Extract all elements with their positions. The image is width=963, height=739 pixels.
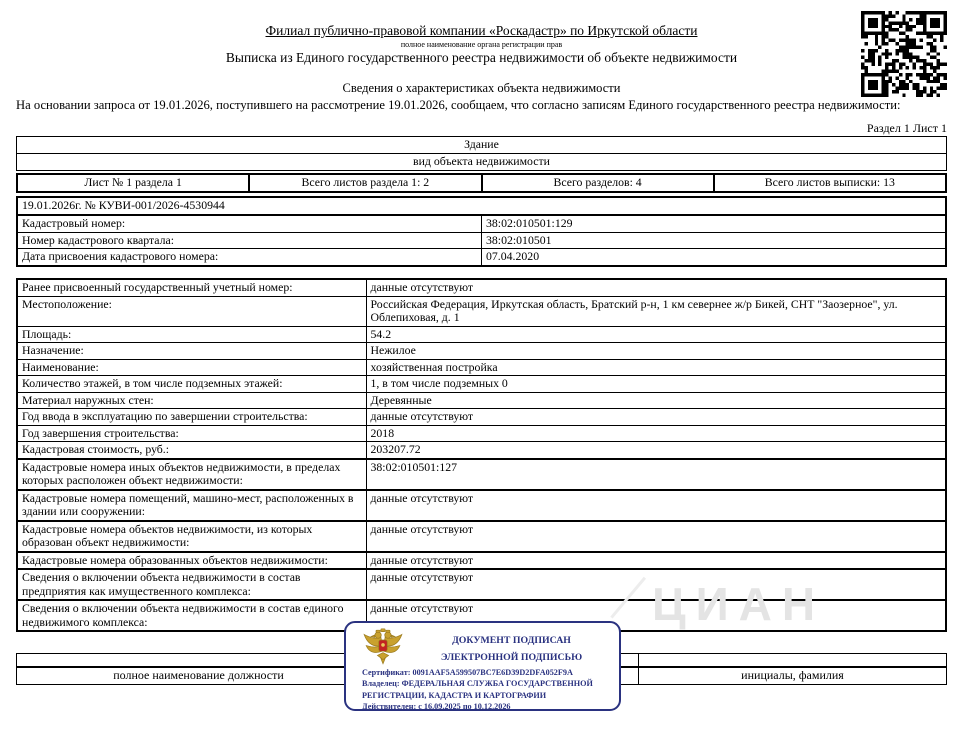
stamp-owner-line1: Владелец: ФЕДЕРАЛЬНАЯ СЛУЖБА ГОСУДАРСТВЕННОЙ bbox=[362, 679, 593, 689]
table-row bbox=[17, 459, 946, 490]
sheet-info-cell: Всего листов раздела 1: 2 bbox=[249, 174, 481, 192]
stamp-title-line2: ЭЛЕКТРОННОЙ ПОДПИСЬЮ bbox=[440, 652, 583, 663]
row-value: 203207.72 bbox=[366, 442, 946, 459]
row-label: Кадастровые номера иных объектов недвижимости, в пределах которых расположен объект недвижимости: bbox=[17, 459, 366, 490]
sheet-info-cell: Всего разделов: 4 bbox=[482, 174, 714, 192]
row-value: хозяйственная постройка bbox=[366, 359, 946, 376]
table-row bbox=[17, 296, 946, 326]
signature-space-cell bbox=[639, 654, 947, 667]
row-label: Номер кадастрового квартала: bbox=[17, 232, 482, 249]
row-value: Российская Федерация, Иркутская область, Братский р-н, 1 км севернее ж/р Бикей, СНТ "Заозерное", ул. Облепиховая, д. 1 bbox=[366, 296, 946, 326]
row-label: Кадастровые номера объектов недвижимости, из которых образован объект недвижимости: bbox=[17, 521, 366, 552]
row-value: данные отсутствуют bbox=[366, 569, 946, 600]
cian-watermark: ЦИАН bbox=[652, 578, 826, 630]
row-label: Назначение: bbox=[17, 343, 366, 360]
row-label: Количество этажей, в том числе подземных этажей: bbox=[17, 376, 366, 393]
stamp-title-line1: ДОКУМЕНТ ПОДПИСАН bbox=[452, 635, 571, 646]
table-row bbox=[17, 154, 947, 171]
row-value: данные отсутствуют bbox=[366, 600, 946, 631]
row-value: 54.2 bbox=[366, 326, 946, 343]
object-type-table bbox=[16, 136, 947, 171]
table-row bbox=[17, 552, 946, 570]
request-number: 19.01.2026г. № КУВИ-001/2026-4530944 bbox=[17, 197, 946, 215]
registry-org-caption: полное наименование органа регистрации прав bbox=[400, 40, 563, 49]
digital-signature-stamp bbox=[344, 621, 621, 711]
row-label: Местоположение: bbox=[17, 296, 366, 326]
table-row bbox=[17, 137, 947, 154]
table-row bbox=[17, 409, 946, 426]
document-title: Выписка из Единого государственного реестра недвижимости об объекте недвижимости bbox=[225, 50, 738, 65]
signature-space-cell bbox=[17, 654, 381, 667]
table-row bbox=[17, 249, 946, 266]
row-label: Год ввода в эксплуатацию по завершении строительства: bbox=[17, 409, 366, 426]
table-row bbox=[17, 521, 946, 552]
russian-coat-of-arms-icon bbox=[362, 628, 404, 666]
table-row bbox=[17, 442, 946, 459]
table-row bbox=[17, 392, 946, 409]
row-label: Дата присвоения кадастрового номера: bbox=[17, 249, 482, 266]
row-label: Площадь: bbox=[17, 326, 366, 343]
row-value: данные отсутствуют bbox=[366, 490, 946, 521]
table-row bbox=[17, 490, 946, 521]
row-value: 2018 bbox=[366, 425, 946, 442]
cadastral-table bbox=[16, 196, 947, 267]
row-value: данные отсутствуют bbox=[366, 409, 946, 426]
initials-label: инициалы, фамилия bbox=[639, 667, 947, 685]
registry-org-name: Филиал публично-правовой компании «Роскадастр» по Иркутской области bbox=[265, 23, 698, 38]
row-label: Кадастровые номера помещений, машино-мест, расположенных в здании или сооружении: bbox=[17, 490, 366, 521]
table-row bbox=[17, 359, 946, 376]
row-value: 38:02:010501:127 bbox=[366, 459, 946, 490]
table-row bbox=[17, 343, 946, 360]
row-label: Ранее присвоенный государственный учетный номер: bbox=[17, 279, 366, 296]
table-row bbox=[17, 197, 946, 215]
section-sheet-label: Раздел 1 Лист 1 bbox=[866, 121, 947, 135]
row-value: Деревянные bbox=[366, 392, 946, 409]
row-label: Сведения о включении объекта недвижимости в состав предприятия как имущественного комплекса: bbox=[17, 569, 366, 600]
table-row bbox=[17, 326, 946, 343]
row-value: 38:02:010501 bbox=[482, 232, 947, 249]
row-label: Материал наружных стен: bbox=[17, 392, 366, 409]
stamp-certificate: Сертификат: 0091AAF5A599507BC7E6D39D2DFA052F9A bbox=[362, 668, 573, 677]
qr-code-icon bbox=[861, 11, 947, 97]
table-row bbox=[17, 215, 946, 232]
row-label: Год завершения строительства: bbox=[17, 425, 366, 442]
table-row bbox=[17, 376, 946, 393]
sheet-info-cell: Всего листов выписки: 13 bbox=[714, 174, 946, 192]
section-title: Сведения о характеристиках объекта недвижимости bbox=[342, 81, 621, 95]
object-type-value: Здание bbox=[17, 137, 947, 154]
row-value: 07.04.2020 bbox=[482, 249, 947, 266]
stamp-title bbox=[408, 632, 615, 666]
row-value: данные отсутствуют bbox=[366, 279, 946, 296]
request-summary-line: На основании запроса от 19.01.2026, поступившего на рассмотрение 19.01.2026, сообщаем, что согласно записям Единого государственного реестра недвижимости: bbox=[16, 98, 901, 112]
sheet-info-cell: Лист № 1 раздела 1 bbox=[17, 174, 249, 192]
table-row bbox=[17, 232, 946, 249]
stamp-validity: Действителен: с 16.09.2025 по 10.12.2026 bbox=[362, 701, 511, 711]
position-label: полное наименование должности bbox=[17, 667, 381, 685]
row-value: 1, в том числе подземных 0 bbox=[366, 376, 946, 393]
row-label: Кадастровые номера образованных объектов недвижимости: bbox=[17, 552, 366, 570]
row-value: данные отсутствуют bbox=[366, 521, 946, 552]
row-value: 38:02:010501:129 bbox=[482, 215, 947, 232]
table-row bbox=[17, 279, 946, 296]
row-label: Кадастровая стоимость, руб.: bbox=[17, 442, 366, 459]
table-row bbox=[17, 174, 946, 192]
stamp-owner-line2: РЕГИСТРАЦИИ, КАДАСТРА И КАРТОГРАФИИ bbox=[362, 690, 547, 700]
row-label: Наименование: bbox=[17, 359, 366, 376]
row-label: Сведения о включении объекта недвижимости в состав единого недвижимого комплекса: bbox=[17, 600, 366, 631]
row-value: данные отсутствуют bbox=[366, 552, 946, 570]
row-value: Нежилое bbox=[366, 343, 946, 360]
table-row bbox=[17, 425, 946, 442]
object-type-caption: вид объекта недвижимости bbox=[17, 154, 947, 171]
sheet-info-table bbox=[16, 173, 947, 193]
stamp-details bbox=[362, 667, 615, 712]
row-label: Кадастровый номер: bbox=[17, 215, 482, 232]
